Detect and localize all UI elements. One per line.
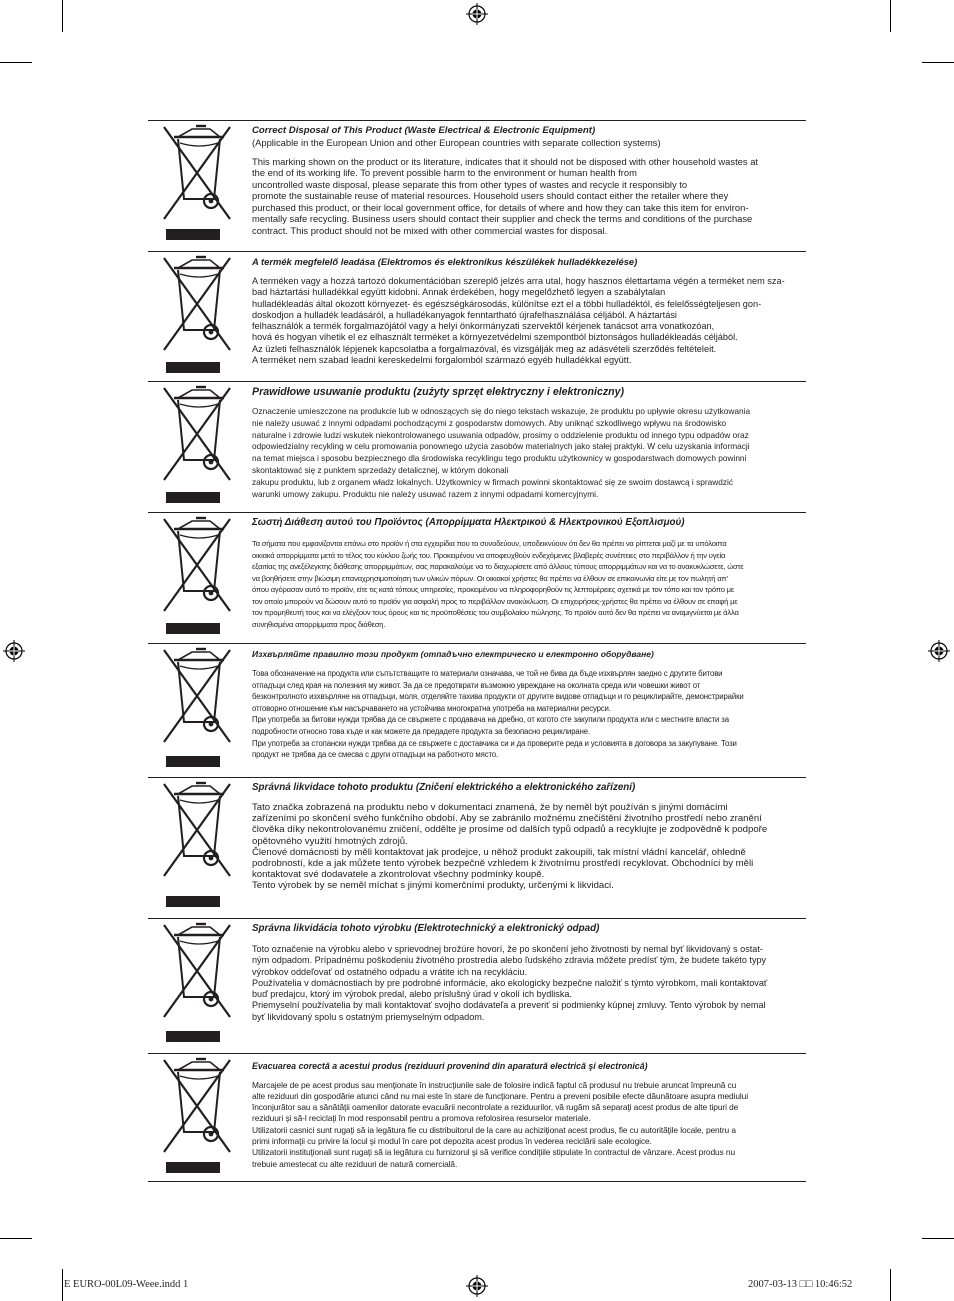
notice-hungarian bbox=[148, 251, 806, 382]
notice-text bbox=[252, 125, 800, 237]
crossed-out-wheelie-bin-icon bbox=[162, 254, 232, 352]
registration-mark-icon bbox=[466, 1275, 488, 1297]
notice-body: A terméken vagy a hozzá tartozó dokumentációban szereplő jelzés arra utal, hogy hasznos élettartama végén a terméket nem sza- bad háztartási hulladékkal együtt kidobni. Annak érdekében, hogy megelőzhető legyen a szabálytalan hulladékleadás által okozott környezet- és egészségkárosodás, különítse ezt el a többi hulladéktól, és felelősségteljesen gon- doskodjon a hulladék leadásáról, a hulladékanyagok fenntartható újrafelhasználása céljából. A háztartási felhasználók a termék forgalmazójától vagy a helyi önkormányzati szervektől kérjenek tanácsot arra vonatkozóan, hová és hogyan vihetik el ez elhasznált terméket a környezetvédelmi szempontból biztonságos hulladékleadás céljából. Az üzleti felhasználók lépjenek kapcsolatba a forgalmazóval, és vizsgálják meg az adásvételi szerződés feltételeit. A terméket nem szabad leadni kereskedelmi forgalomból származó egyéb hulladékkal együtt. bbox=[252, 276, 785, 366]
notice-body: Toto označenie na výrobku alebo v sprievodnej brožúre hovorí, že po skončení jeho životnosti by nemal byť likvidovaný s ostat- ným odpadom. Prípadnému poškodeniu životného prostredia alebo ľudského zdravia môžete predísť tým, že budete takéto typy výrobkov oddeľovať od ostatného odpadu a vrátite ich na recykláciu. Používatelia v domácnostiach by pre podrobné informácie, ako ekologicky bezpečne naložiť s týmto výrobkom, mali kontaktovať buď predajcu, ktorý im výrobok predal, alebo príslušný úrad v okolí ich bydliska. Priemyselní používatelia by mali kontaktovať svojho dodávateľa a preveriť si podmienky kúpnej zmluvy. Tento výrobok by nemal byť likvidovaný spolu s ostatným priemyselným odpadom. bbox=[252, 944, 768, 1022]
notice-body: Oznaczenie umieszczone na produkcie lub w odnoszących się do niego tekstach wskazuje, że produktu po upływie okresu użytkowania nie należy usuwać z innymi odpadami pochodzącymi z gospodarstw domowych. Aby uniknąć szkodliwego wpływu na środowisko naturalne i zdrowie ludzi wskutek niekontrolowanego usuwania odpadów, prosimy o oddzielenie produktu od innego typu odpadów oraz odpowiedzialny recykling w celu promowania ponownego użycia zasobów materialnych jako stałej praktyki. W celu uzyskania informacji na temat miejsca i sposobu bezpiecznego dla środowiska recyklingu tego produktu użytkownicy w gospodarstwach domowych powinni skontaktować się z punktem sprzedaży detalicznej, w którym dokonali zakupu produktu, lub z organem władz lokalnych. Użytkownicy w firmach powinni skontaktować się ze swoim dostawcą i sprawdzić warunki umowy zakupu. Produktu nie należy usuwać razem z innymi odpadami komercyjnymi. bbox=[252, 406, 751, 499]
notice-text bbox=[252, 923, 800, 1023]
notice-title: Correct Disposal of This Product (Waste Electrical & Electronic Equipment) bbox=[252, 125, 596, 136]
footer-filename: E EURO-00L09-Weee.indd 1 bbox=[64, 1279, 189, 1290]
bin-underline-bar bbox=[166, 492, 220, 503]
bottom-rule bbox=[148, 1181, 806, 1182]
notice-polish bbox=[148, 381, 806, 513]
notice-czech bbox=[148, 777, 806, 919]
registration-mark-icon bbox=[466, 3, 488, 25]
crop-mark bbox=[0, 62, 32, 63]
bin-underline-bar bbox=[166, 1031, 220, 1042]
crop-mark bbox=[890, 0, 891, 32]
crossed-out-wheelie-bin-icon bbox=[162, 1056, 232, 1154]
notice-body: Marcajele de pe acest produs sau menţionate în instrucţiunile sale de folosire indică faptul că produsul nu trebuie aruncat împreună cu alte reziduuri din gospodărie atunci când nu mai este în stare de funcţionare. Pentru a preveni posibile efecte dăunătoare asupra mediului înconjurător sau a sănătăţii oamenilor datorate evacuării necontrolate a reziduurilor, vă rugăm să separaţi acest produs de alte tipuri de reziduuri şi să-l reciclaţi în mod responsabil pentru a promova refolosirea resurselor materiale. Utilizatorii casnici sunt rugaţi să ia legătura fie cu distribuitorul de la care au achiziţionat acest produs, fie cu autorităţile locale, pentru a primi informaţii cu privire la locul şi modul în care pot depozita acest produs în vederea reciclării sale ecologice. Utilizatorii instituţionali sunt rugaţi să ia legătura cu furnizorul şi să verifice condiţiile stipulate în contractul de vânzare. Acest produs nu trebuie amestecat cu alte reziduuri de natură comercială. bbox=[252, 1079, 749, 1169]
notice-title: Prawidłowe usuwanie produktu (zużyty sprzęt elektryczny i elektroniczny) bbox=[252, 386, 625, 398]
notice-body: Τα σήματα που εμφανίζονται επάνω στο προϊόν ή στα εγχειρίδια που το συνοδεύουν, υποδεικνύουν ότι δεν θα πρέπει να ρίπτεται μαζί με τα υπόλοιπα οικιακά απορρίμματα μετά το τέλος του κύκλου ζωής του. Προκειμένου να αποφευχθούν ενδεχόμενες βλαβερές συνέπειες στο περιβάλλον ή την υγεία εξαιτίας της ανεξέλεγκτης διάθεσης απορριμμάτων, σας παρακαλούμε να το διαχωρίσετε από άλλους τύπους απορριμμάτων και να το ανακυκλώσετε, ώστε να βοηθήσετε στην βιώσιμη επαναχρησιμοποίηση των υλικών πόρων. Οι οικιακοί χρήστες θα πρέπει να έλθουν σε επικοινωνία είτε με τον πωλητή απ' όπου αγόρασαν αυτό το προϊόν, είτε τις κατά τόπους υπηρεσίες, προκειμένου να πληροφορηθούν τις λεπτομέρειες σχετικά με τον τόπο και τον τρόπο με τον οποίο μπορούν να δώσουν αυτό το προϊόν για ασφαλή προς το περιβάλλον ανακύκλωση. Οι επιχειρήσεις-χρήστες θα πρέπει να έλθουν σε επαφή με τον προμηθευτή τους και να ελέγξουν τους όρους και τις προϋποθέσεις του συμβολαίου πώλησης. Το προϊόν αυτό δεν θα πρέπει να αναμιγνύεται με άλλα συνηθισμένα απορρίμματα προς διάθεση. bbox=[252, 539, 744, 629]
notice-text bbox=[252, 648, 800, 761]
crossed-out-wheelie-bin-icon bbox=[162, 646, 232, 744]
bin-underline-bar bbox=[166, 756, 220, 767]
notice-title: Správna likvidácia tohoto výrobku (Elektrotechnický a elektronický odpad) bbox=[252, 923, 600, 934]
notice-text bbox=[252, 517, 800, 630]
notice-english bbox=[148, 120, 806, 252]
crossed-out-wheelie-bin-icon bbox=[162, 123, 232, 221]
notice-subtitle: (Applicable in the European Union and other European countries with separate collection systems) bbox=[252, 137, 661, 148]
notice-body: Това обозначение на продукта или съпътстващите го материали означава, че той не бива да бъде изхвърлян заедно с другите битови отпадъци след края на полезния му живот. За да се предотврати възможно увреждане на околната среда или човешки живот от безконтролното изхвърляне на отпадъци, моля, отделяйте тахива продукти от другите видове отпадъци и го рециклирайте, демонстрирайки отговорно отношение към насърчаването на устойчива многократна употреба на материални ресурси. При употреба за битови нужди трябва да се свържете с продавача на дребно, от когото сте закупили продукта или с местните власти за подробности относно това къде и как можете да предадете продукта за безопасно рециклиране. При употреба за стопански нужди трябва да се свържете с доставчика си и да проверите реда и условията в договора за закупуване. Този продукт не трябва да се смесва с други отпадъци на работното място. bbox=[252, 669, 744, 760]
notice-title: Evacuarea corectă a acestui produs (reziduuri provenind din aparatură electrică şi electronică) bbox=[252, 1061, 648, 1071]
notice-body: Tato značka zobrazená na produktu nebo v dokumentaci znamená, že by neměl být používán s jinými domácími zařízeními po skončení svého funkčního období. Aby se zabránilo možnému znečištění životního prostředí nebo zranění člověka díky nekontrolovanému zničení, oddělte je prosíme od dalších typů odpadů a recyklujte je zodpovědně k podpoře opětovného využití hmotných zdrojů. Členové domácnosti by měli kontaktovat jak prodejce, u něhož produkt zakoupili, tak místní vládní kancelář, ohledně podrobností, kde a jak můžete tento výrobek bezpečně vzhledem k životnímu prostředí recyklovat. Obchodníci by měli kontaktovat své dodavatele a zkontrolovat všechny podmínky koupě. Tento výrobek by se neměl míchat s jinými komerčními produkty, určenými k likvidaci. bbox=[252, 802, 768, 892]
footer-datetime: 2007-03-13 □□ 10:46:52 bbox=[748, 1279, 853, 1290]
notice-title: Σωστή Διάθεση αυτού του Προϊόντος (Απορρίμματα Ηλεκτρικού & Ηλεκτρονικού Εξοπλισμού) bbox=[252, 517, 685, 528]
notice-title: Изхвърляйте правилно този продукт (отпадъчно електрическо и електронно оборудване) bbox=[252, 649, 654, 659]
notice-text bbox=[252, 782, 800, 892]
crop-mark bbox=[62, 1269, 63, 1301]
crossed-out-wheelie-bin-icon bbox=[162, 921, 232, 1019]
registration-mark-icon bbox=[928, 640, 950, 662]
crossed-out-wheelie-bin-icon bbox=[162, 780, 232, 878]
notice-title: A termék megfelelő leadása (Elektromos és elektronikus készülékek hulladékkezelése) bbox=[252, 256, 638, 267]
notice-body: This marking shown on the product or its literature, indicates that it should not be disposed with other household wastes at the end of its working life. To prevent possible harm to the environment or human health from uncontrolled waste disposal, please separate this from other types of wastes and recycle it responsibly to promote the sustainable reuse of material resources. Household users should contact either the retailer where they purchased this product, or their local government office, for details of where and how they can take this item for environ- mentally safe recycling. Business users should contact their supplier and check the terms and conditions of the purchase contract. This product should not be mixed with other commercial wastes for disposal. bbox=[252, 155, 759, 237]
notice-text bbox=[252, 256, 800, 366]
notice-text bbox=[252, 386, 800, 500]
notice-greek bbox=[148, 512, 806, 644]
notice-slovak bbox=[148, 918, 806, 1054]
crop-mark bbox=[62, 0, 63, 32]
notice-bulgarian bbox=[148, 643, 806, 778]
notice-romanian bbox=[148, 1053, 806, 1182]
bin-underline-bar bbox=[166, 1162, 220, 1173]
notice-title: Správná likvidace tohoto produktu (Zničení elektrického a elektronického zařízení) bbox=[252, 782, 636, 793]
bin-underline-bar bbox=[166, 896, 220, 907]
crossed-out-wheelie-bin-icon bbox=[162, 384, 232, 482]
bin-underline-bar bbox=[166, 623, 220, 634]
crop-mark bbox=[922, 62, 954, 63]
registration-mark-icon bbox=[3, 640, 25, 662]
crossed-out-wheelie-bin-icon bbox=[162, 515, 232, 613]
notice-text bbox=[252, 1058, 800, 1170]
crop-mark bbox=[922, 1238, 954, 1239]
bin-underline-bar bbox=[166, 229, 220, 240]
crop-mark bbox=[0, 1238, 32, 1239]
crop-mark bbox=[890, 1269, 891, 1301]
bin-underline-bar bbox=[166, 362, 220, 373]
